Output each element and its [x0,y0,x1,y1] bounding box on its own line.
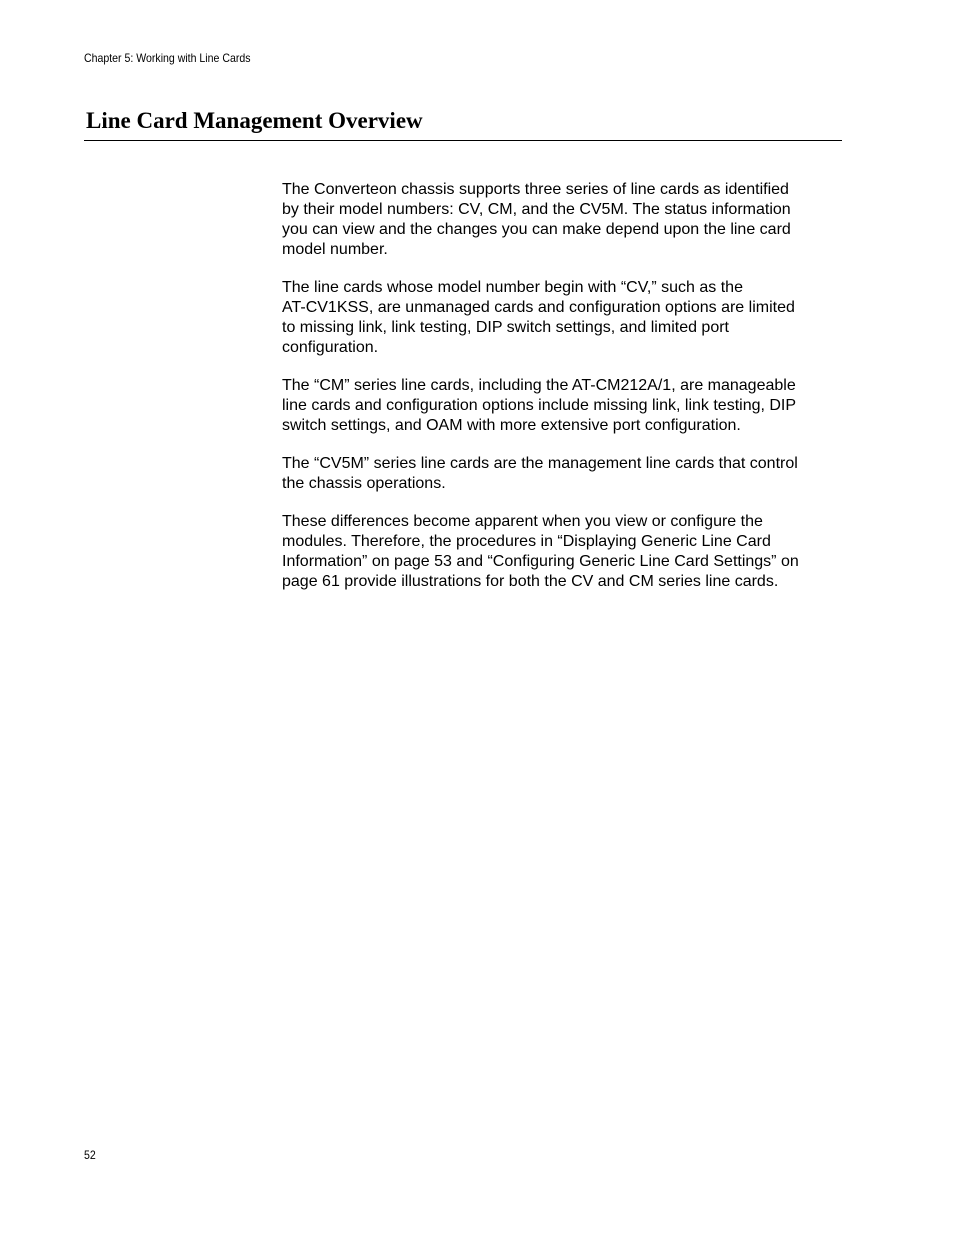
paragraph-cv5m-series: The “CV5M” series line cards are the management line cards that control the chassis operations. [282,455,798,492]
paragraph-differences: These differences become apparent when you view or configure the modules. Therefore, the procedures in “Displaying Generic Line Card Information” on page 53 and “Configuring Generic Line Card Settings” on page 61 provide illustrations for both the CV and CM series line cards. [282,513,799,590]
page-number: 52 [84,1148,96,1162]
body-text [282,180,842,610]
paragraph-line-card-series: The Converteon chassis supports three series of line cards as identified by their model numbers: CV, CM, and the CV5M. The status information you can view and the changes you can make depend upon the line card model number. [282,181,791,258]
running-header: Chapter 5: Working with Line Cards [84,51,251,65]
paragraph-cv-series: The line cards whose model number begin with “CV,” such as the AT-CV1KSS, are unmanaged cards and configuration options are limited to missing link, link testing, DIP switch settings, and limited port configuration. [282,279,795,356]
paragraph-cm-series: The “CM” series line cards, including the AT-CM212A/1, are manageable line cards and configuration options include missing link, link testing, DIP switch settings, and OAM with more extensive port configuration. [282,377,797,434]
title-rule [84,140,842,141]
section-title: Line Card Management Overview [86,108,423,133]
